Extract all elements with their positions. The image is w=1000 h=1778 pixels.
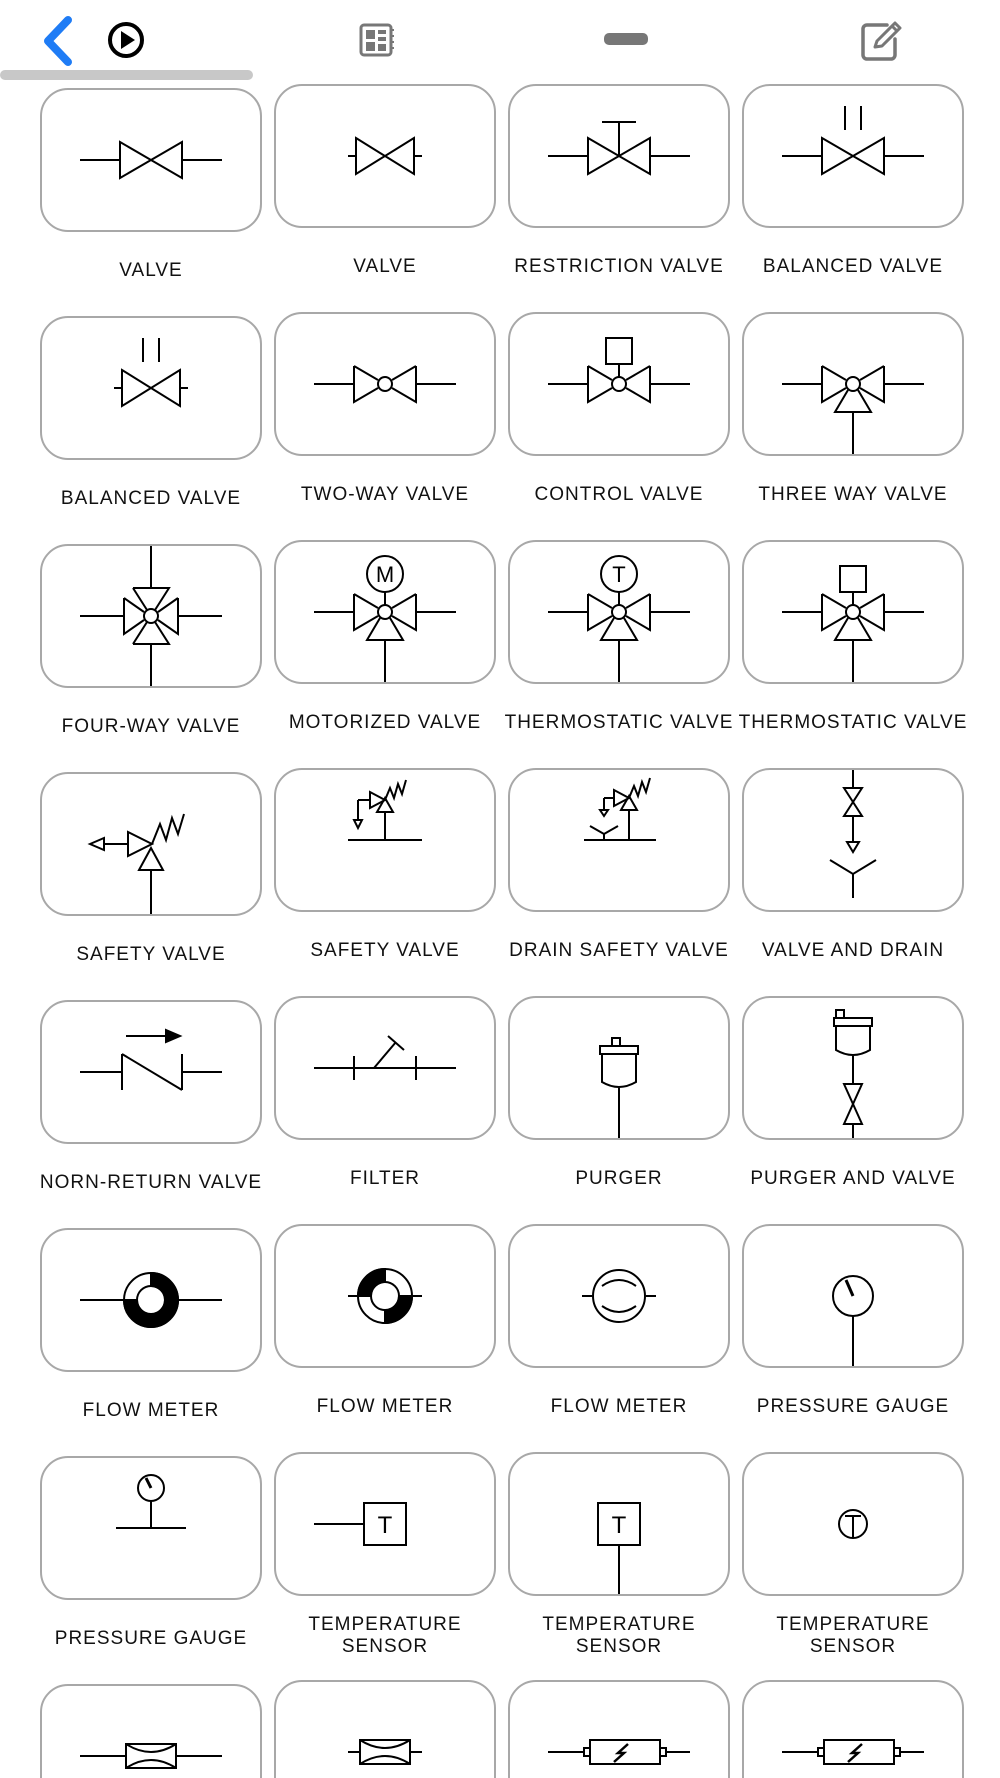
symbol-cell[interactable]	[742, 312, 964, 516]
symbol-label	[266, 1614, 504, 1658]
symbol-tile[interactable]	[508, 768, 730, 912]
symbol-label: FOUR-WAY VALVE	[61, 716, 241, 737]
symbol-tile[interactable]	[742, 1452, 964, 1596]
balanced-valve-icon	[42, 318, 260, 458]
symbol-tile[interactable]	[508, 996, 730, 1140]
motorized-valve-icon	[276, 542, 494, 682]
symbol-label: THERMOSTATIC VALVE	[504, 712, 734, 733]
back-button[interactable]	[38, 14, 78, 68]
symbol-tile[interactable]	[508, 1452, 730, 1596]
flow-restrictor-icon	[42, 1686, 260, 1778]
symbol-label: DRAIN SAFETY VALVE	[509, 940, 729, 961]
thermo-glyph: T	[611, 1512, 627, 1539]
symbol-label-line: TEMPERATURE	[542, 1614, 696, 1635]
symbol-tile[interactable]	[40, 88, 262, 232]
symbol-cell[interactable]	[274, 996, 496, 1200]
minus-icon	[602, 29, 650, 49]
symbol-tile[interactable]	[742, 1224, 964, 1368]
symbol-cell[interactable]	[40, 544, 262, 748]
symbol-tile[interactable]	[274, 84, 496, 228]
symbol-cell[interactable]	[508, 1452, 730, 1656]
symbol-tile[interactable]	[742, 84, 964, 228]
symbol-tile[interactable]	[742, 1680, 964, 1778]
symbol-tile[interactable]	[40, 1456, 262, 1600]
symbol-cell[interactable]	[508, 312, 730, 516]
thermo-glyph: T	[612, 562, 626, 587]
four-way-valve-icon	[42, 546, 260, 686]
layout-button[interactable]	[354, 18, 398, 62]
symbol-cell[interactable]	[40, 88, 262, 292]
symbol-cell[interactable]	[742, 768, 964, 972]
symbol-tile[interactable]	[40, 316, 262, 460]
symbol-label: BALANCED VALVE	[60, 488, 242, 509]
symbol-tile[interactable]	[40, 772, 262, 916]
symbol-cell[interactable]	[508, 1224, 730, 1428]
symbol-label: VALVE	[119, 260, 183, 281]
symbol-label: TWO-WAY VALVE	[300, 484, 470, 505]
top-toolbar	[0, 0, 1000, 80]
symbol-cell[interactable]	[508, 84, 730, 288]
flow-restrictor-icon	[276, 1682, 494, 1778]
safety-valve-icon	[42, 774, 260, 914]
filter-icon	[276, 998, 494, 1138]
chevron-left-icon	[38, 14, 78, 68]
symbol-label: FLOW METER	[82, 1400, 220, 1421]
symbol-tile[interactable]	[508, 84, 730, 228]
symbol-label: VALVE	[353, 256, 417, 277]
symbol-grid	[0, 80, 1000, 1778]
electric-heater-icon	[744, 1682, 962, 1778]
symbol-cell[interactable]	[508, 996, 730, 1200]
non-return-valve-icon	[42, 1002, 260, 1142]
symbol-label: PURGER	[575, 1168, 663, 1189]
symbol-cell[interactable]	[274, 1680, 496, 1778]
symbol-cell[interactable]	[742, 996, 964, 1200]
dashboard-icon	[356, 20, 396, 60]
symbol-tile[interactable]	[274, 312, 496, 456]
symbol-label: CONTROL VALVE	[534, 484, 704, 505]
symbol-label: FLOW METER	[316, 1396, 454, 1417]
motor-glyph: M	[375, 562, 395, 587]
symbol-tile[interactable]	[742, 996, 964, 1140]
flow-meter-icon	[276, 1226, 494, 1366]
symbol-label: PRESSURE GAUGE	[756, 1396, 950, 1417]
symbol-tile[interactable]	[508, 312, 730, 456]
symbol-cell[interactable]	[40, 1684, 262, 1778]
symbol-label-line: SENSOR	[341, 1636, 429, 1657]
symbol-cell[interactable]	[742, 1224, 964, 1428]
thermostatic-valve-icon	[510, 542, 728, 682]
symbol-label: PURGER AND VALVE	[750, 1168, 956, 1189]
symbol-tile[interactable]	[274, 1452, 496, 1596]
symbol-label-line: TEMPERATURE	[308, 1614, 462, 1635]
drain-safety-valve-icon	[510, 770, 728, 910]
thermo-glyph: T	[377, 1512, 393, 1539]
symbol-cell[interactable]	[742, 84, 964, 288]
symbol-cell[interactable]	[40, 316, 262, 520]
symbol-cell[interactable]	[508, 768, 730, 972]
symbol-label	[500, 1614, 738, 1658]
symbol-label-line: TEMPERATURE	[776, 1614, 930, 1635]
symbol-tile[interactable]	[274, 540, 496, 684]
symbol-label: THREE WAY VALVE	[758, 484, 948, 505]
symbol-cell[interactable]	[274, 1452, 496, 1656]
symbol-tile[interactable]	[274, 1680, 496, 1778]
flow-meter-icon	[42, 1230, 260, 1370]
symbol-label-line: SENSOR	[575, 1636, 663, 1657]
play-button[interactable]	[104, 18, 148, 62]
symbol-cell[interactable]	[40, 1456, 262, 1660]
symbol-label: SAFETY VALVE	[76, 944, 226, 965]
symbol-label: PRESSURE GAUGE	[54, 1628, 248, 1649]
symbol-label: SAFETY VALVE	[310, 940, 460, 961]
symbol-label: FLOW METER	[550, 1396, 688, 1417]
symbol-cell[interactable]	[274, 540, 496, 744]
three-way-valve-icon	[744, 314, 962, 454]
pressure-gauge-icon	[744, 1226, 962, 1366]
symbol-cell[interactable]	[274, 84, 496, 288]
symbol-tile[interactable]	[40, 1000, 262, 1144]
two-way-valve-icon	[276, 314, 494, 454]
valve-icon	[42, 90, 260, 230]
electric-heater-icon	[510, 1682, 728, 1778]
symbol-tile[interactable]	[742, 768, 964, 912]
symbol-cell[interactable]	[274, 1224, 496, 1428]
symbol-cell[interactable]	[40, 1000, 262, 1204]
symbol-tile[interactable]	[274, 996, 496, 1140]
thermostatic-valve-icon	[744, 542, 962, 682]
symbol-label: MOTORIZED VALVE	[288, 712, 482, 733]
temperature-sensor-icon	[510, 1454, 728, 1594]
symbol-label: VALVE AND DRAIN	[761, 940, 945, 961]
restriction-valve-icon	[510, 86, 728, 226]
symbol-cell[interactable]	[274, 312, 496, 516]
symbol-cell[interactable]	[274, 768, 496, 972]
edit-button[interactable]	[856, 16, 906, 66]
symbol-cell[interactable]	[738, 540, 968, 744]
horizontal-scrollbar[interactable]	[0, 70, 253, 80]
symbol-label-line: SENSOR	[809, 1636, 897, 1657]
symbol-label: NORN-RETURN VALVE	[39, 1172, 263, 1193]
symbol-cell[interactable]	[508, 1680, 730, 1778]
symbol-cell[interactable]	[742, 1452, 964, 1656]
symbol-tile[interactable]	[508, 1224, 730, 1368]
symbol-cell[interactable]	[40, 1228, 262, 1432]
symbol-label	[734, 1614, 972, 1658]
symbol-cell[interactable]	[40, 772, 262, 976]
symbol-tile[interactable]	[508, 1680, 730, 1778]
flow-meter-icon	[510, 1226, 728, 1366]
valve-and-drain-icon	[744, 770, 962, 910]
collapse-button[interactable]	[600, 24, 652, 54]
symbol-label: FILTER	[349, 1168, 421, 1189]
symbol-tile[interactable]	[274, 768, 496, 912]
pressure-gauge-icon	[42, 1458, 260, 1598]
purger-icon	[510, 998, 728, 1138]
symbol-tile[interactable]	[40, 1228, 262, 1372]
symbol-label: RESTRICTION VALVE	[514, 256, 724, 277]
symbol-label: BALANCED VALVE	[762, 256, 944, 277]
symbol-tile[interactable]	[40, 544, 262, 688]
control-valve-icon	[510, 314, 728, 454]
symbol-label: THERMOSTATIC VALVE	[738, 712, 968, 733]
symbol-tile[interactable]	[508, 540, 730, 684]
purger-and-valve-icon	[744, 998, 962, 1138]
balanced-valve-icon	[744, 86, 962, 226]
temperature-sensor-icon	[276, 1454, 494, 1594]
symbol-tile[interactable]	[40, 1684, 262, 1778]
edit-note-icon	[857, 17, 905, 65]
play-circle-icon	[106, 20, 146, 60]
symbol-tile[interactable]	[742, 312, 964, 456]
symbol-tile[interactable]	[742, 540, 964, 684]
safety-valve-icon	[276, 770, 494, 910]
symbol-tile[interactable]	[274, 1224, 496, 1368]
valve-icon	[276, 86, 494, 226]
symbol-cell[interactable]	[742, 1680, 964, 1778]
symbol-cell[interactable]	[504, 540, 734, 744]
temperature-sensor-icon	[744, 1454, 962, 1594]
